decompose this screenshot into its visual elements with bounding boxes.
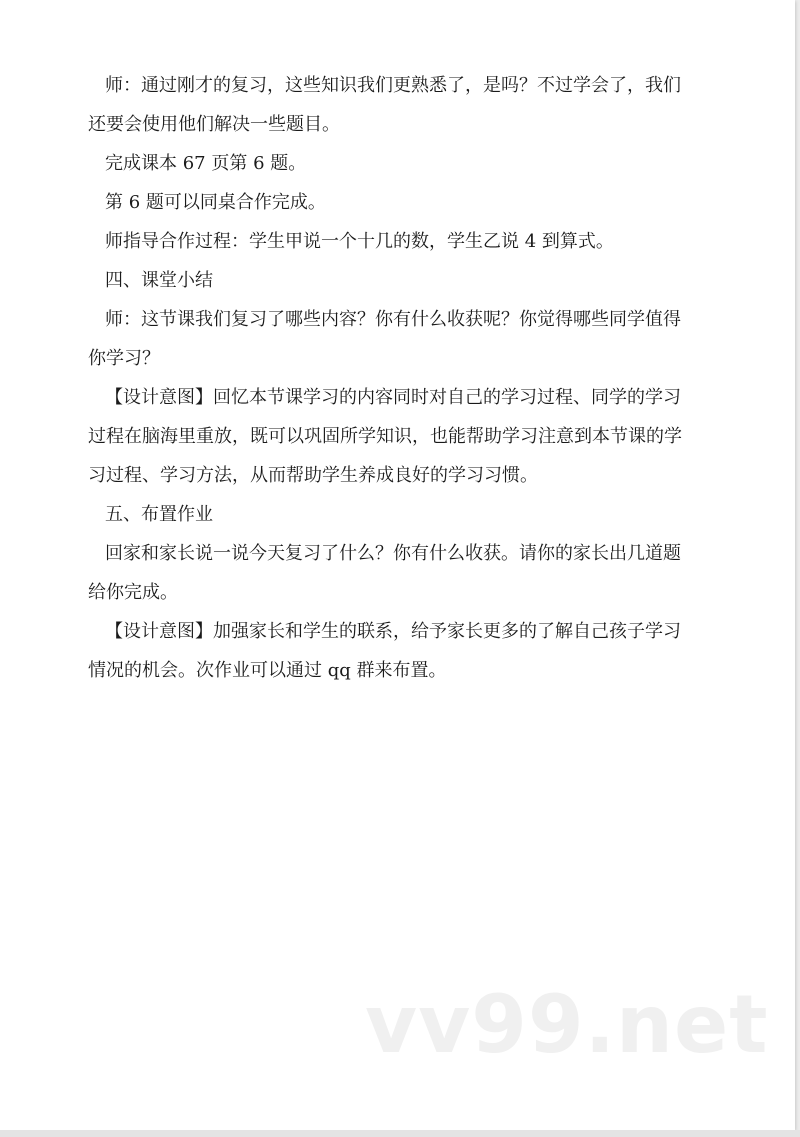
document-body	[88, 66, 698, 690]
page-bottom-strip	[0, 1130, 800, 1137]
section-heading-homework: 五、布置作业	[105, 504, 213, 525]
paragraph-homework: 回家和家长说一说今天复习了什么？你有什么收获。请你的家长出几道题给你完成。	[88, 543, 681, 603]
paragraph-textbook-exercise: 完成课本 67 页第 6 题。	[105, 153, 307, 174]
paragraph-summary-question: 师：这节课我们复习了哪些内容？你有什么收获呢？你觉得哪些同学值得你学习？	[88, 309, 681, 369]
paragraph-teacher-review: 师：通过刚才的复习，这些知识我们更熟悉了，是吗？不过学会了，我们还要会使用他们解决一些题目。	[88, 75, 681, 135]
paragraph-design-intent-1: 【设计意图】回忆本节课学习的内容同时对自己的学习过程、同学的学习过程在脑海里重放，既可以巩固所学知识，也能帮助学习注意到本节课的学习过程、学习方法，从而帮助学生养成良好的学习习惯。	[88, 387, 682, 486]
section-heading-summary: 四、课堂小结	[105, 270, 213, 291]
paragraph-design-intent-2: 【设计意图】加强家长和学生的联系，给予家长更多的了解自己孩子学习情况的机会。次作业可以通过 qq 群来布置。	[88, 621, 681, 681]
paragraph-pair-work: 第 6 题可以同桌合作完成。	[105, 192, 326, 213]
watermark-logo: vv99.net	[365, 978, 769, 1071]
paragraph-cooperation-guide: 师指导合作过程：学生甲说一个十几的数，学生乙说 4 到算式。	[105, 231, 614, 252]
